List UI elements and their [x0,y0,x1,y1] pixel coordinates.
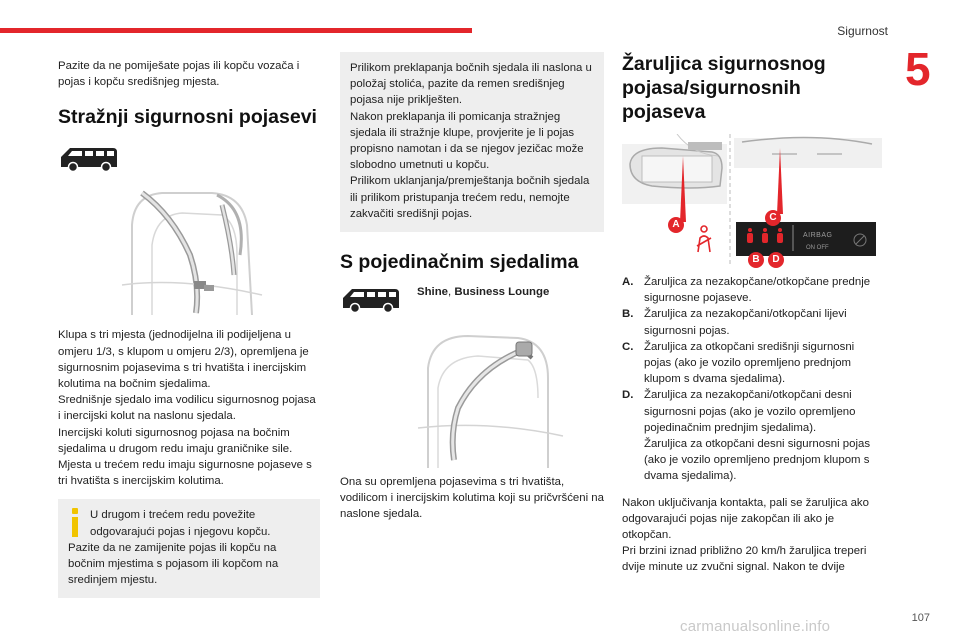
list-item [622,339,884,388]
column-3 [622,52,884,576]
info-note-row [68,507,310,539]
chapter-number: 5 [905,43,931,95]
list-letter: A. [622,276,634,288]
list-letter: D. [622,389,634,402]
warning-lamp-heading: Žaruljica sigurnosnog pojasa/sigurnosnih pojaseva [622,53,826,123]
note-box-connect-belts [58,499,320,598]
page-number: 107 [911,612,930,624]
rear-belts-heading: Stražnji sigurnosni pojasevi [58,106,317,129]
versions-row [340,286,604,316]
list-item [622,306,884,338]
list-letter: B. [622,308,634,321]
van-icon [58,145,320,175]
version-shine: Shine [417,286,449,299]
list-text: Žaruljica za nezakopčani/otkopčani lijevi sigurnosni pojas. [644,308,847,337]
callout-d: D [768,252,784,268]
panel-on-off-label: ON OFF [806,245,829,251]
version-separator: , [448,286,455,299]
list-text: Žaruljica za otkopčani središnji sigurnosni pojas (ako je vozilo opremljeno prednjom klupom s dvama sjedalima). [644,340,855,386]
panel-airbag-label: AIRBAG [803,232,833,239]
intro-paragraph: Pazite da ne pomiješate pojas ili kopču vozača i pojas i kopču središnjeg mjesta. [58,60,300,89]
van-icon [340,286,402,319]
version-labels [417,284,549,300]
individual-seat-belt-illustration [398,328,578,470]
info-icon [70,508,80,538]
list-item [622,274,884,306]
list-letter: C. [622,340,634,353]
column-2 [340,52,604,523]
rear-bench-belt-illustration [112,185,302,321]
watermark: carmanualsonline.info [680,618,831,635]
note-rest: Pazite da ne zamijenite pojas ili kopču na bočnim mjestima s pojasom ili kopčom na sredinjem mjestu. [68,541,279,587]
individual-seats-heading: S pojedinačnim sjedalima [340,251,579,274]
note-box-folding [340,52,604,232]
callout-b: B [748,252,764,268]
folding-note: Prilikom preklapanja bočnih sjedala ili naslona u položaj stolića, pazite da remen središnjeg pojasa nije priklješten. Nakon preklapanja ili pomicanja stražnjeg sjedala ili stražnje klupe, provjerite je li pojas propisno namotan i da se njegov jezičac može slobodno umetnuti u kopču. Prilikom uklanjanja/premještanja bočnih sjedala ili prilikom pristupanja trećem redu, nemojte zakvačiti središnji pojas. [350,62,592,220]
warning-lamp-illustration [622,134,882,266]
callout-a: A [668,217,684,233]
top-accent-bar [0,28,472,33]
note-first-line: U drugom i trećem redu povežite odgovarajući pojas i njegovu kopču. [90,509,271,538]
column-1 [58,58,320,598]
individual-seats-body: Ona su opremljena pojasevima s tri hvatišta, vodilicom i inercijskim kolutima koji su pričvršćeni na naslone sjedala. [340,476,604,521]
version-business-lounge: Business Lounge [454,286,550,299]
list-item [622,387,884,484]
rear-belts-body: Klupa s tri mjesta (jednodijelna ili podijeljena u omjeru 1/3, s klupom u omjeru 2/3), opremljena je sigurnosnim pojasevima s tri hvatišta i inercijskim kolutima na bočnim sjedalima. Srednišnje sjedalo ima vodilicu sigurnosnog pojasa i inercijski kolut na naslonu sjedala. Inercijski koluti sigurnosnog pojasa na bočnim sjedalima u drugom redu imaju graničnike sile. Mjesta u trećem redu imaju sigurnosne pojaseve s tri hvatišta s inercijskim kolutima. [58,329,316,488]
list-text: Žaruljica za nezakopčani/otkopčani desni sigurnosni pojas (ako je vozilo opremljeno pojedinačnim prednjim sjedalima). Žaruljica za otkopčani desni sigurnosni pojas (ako je vozilo opremljeno prednjom klupom s dvama sjedalima). [644,389,871,483]
callout-c: C [765,210,781,226]
lamp-legend-list [622,274,884,485]
section-title: Sigurnost [837,24,888,38]
list-text: Žaruljica za nezakopčane/otkopčane prednje sigurnosne pojaseve. [644,276,871,305]
warning-lamp-body: Nakon uključivanja kontakta, pali se žaruljica ako odgovarajući pojas nije zakopčan ili ako je otkopčan. Pri brzini iznad približno 20 km/h žaruljica treperi dvije minute uz zvučni signal. Nakon te dvije [622,496,869,574]
